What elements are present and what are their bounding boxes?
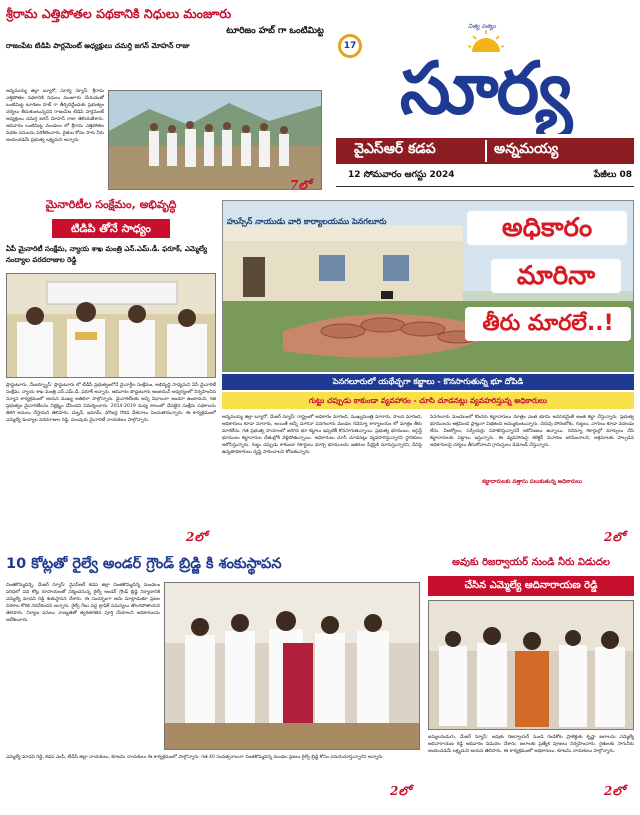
story4-page-ref: 2లో bbox=[390, 784, 411, 798]
story2-photo bbox=[6, 273, 216, 378]
story3-body-col1: అన్నమయ్య జిల్లా బ్యూరో, మేజర్ న్యూస్: రాష్ట్రంలో అధికారం మారింది, ముఖ్యమంత్రి మారారు, పాలన మారింది, అధికారులు కూడా మారారు, అయితే అన్నీ మారినా పెనగలూరు మండల రెవెన్యూ కార్యాలయం లో మాత్రం తీరు మారలేదు. గత ప్రభుత్వ హయాంలో జరిగిన భూ కబ్జాలు ఇప్పటికీ కొనసాగుతున్నాయి. ప్రభుత్వ భూములు, అసైన్డ్ భూములు కబ్జాదారుల చేతుల్లోకి వెళ్లిపోతున్నాయి. అధికారులు చూసీ చూడనట్లు వ్యవహరిస్తున్నారని స్థానికులు ఆరోపిస్తున్నారు. గుట్టు చప్పుడు కాకుండా రికార్డులు మార్చి భూములను ఇతరుల పేర్లపైకి మారుస్తున్నారని, దీనిపై ఉన్నతాధికారులు దృష్టి సారించాలని కోరుతున్నారు. bbox=[222, 415, 422, 455]
edition-bar bbox=[336, 138, 634, 164]
issue-number-badge: 17 bbox=[338, 34, 362, 58]
story3-strip bbox=[222, 374, 634, 410]
story3-page-ref: 2లో bbox=[604, 530, 625, 544]
story1-body: అన్నమయ్య జిల్లా బ్యూరో, సూర్య న్యూస్: శ్రీరామ ఎత్తిపోతల పథకానికి నిధులు మంజూరు చేయడంతో ఒంటిమిట్ట టూరిజం హబ్ గా తీర్చిదిద్దేందుకు ప్రభుత్వం చర్యలు తీసుకుంటున్నదని రాజంపేట టిడిపి పార్లమెంట్ అధ్యక్షులు చమర్తి జగన్ మోహన్ రాజు తెలియజేశారు. ఆదివారం ఒంటిమిట్ట మండలం లో శ్రీరామ ఎత్తిపోతల పథకం పనులను పరిశీలించారు. రైతుల కోసం సాగు నీరు అందించడమే ప్రభుత్వ లక్ష్యమని అన్నారు. bbox=[6, 89, 104, 143]
story2-photo-image bbox=[7, 274, 216, 378]
page-label: పేజీలు 08 bbox=[593, 170, 632, 180]
story4-photo bbox=[164, 582, 420, 750]
story3-body-col2: పెనగలూరు మండలంలో కొందరు కబ్జాదారులు మాత్రం ఎంత భూమి అవసరమైతే అంత కబ్జా చేస్తున్నారు. ప్రభుత్వ భూములను ఆక్రమించి ప్లాట్లుగా విభజించి అమ్ముకుంటున్నారు. చెరువు పోరంబోకు, గుట్టలు, వాగులు కూడా వదలడం లేదు. వీఆర్వోలు, సర్వేయర్లు సహకరిస్తున్నారనే ఆరోపణలు ఉన్నాయి. రెవెన్యూ రికార్డుల్లో మార్పులు చేసి కబ్జాదారులకు పట్టాలు ఇస్తున్నారు. ఈ వ్యవహారంపై కలెక్టర్ విచారణ జరిపించాలని, అక్రమాలకు పాల్పడిన అధికారులపై చర్యలు తీసుకోవాలని గ్రామస్తులు డిమాండ్ చేస్తున్నారు. bbox=[430, 415, 634, 448]
masthead-logo: సూర్య bbox=[399, 46, 571, 130]
story5-page-ref: 2లో bbox=[604, 784, 625, 798]
story1-photo bbox=[108, 90, 322, 190]
story3-strip-line2: గుట్టు చప్పుడు కాకుండా వ్యవహారం - చూసి చూడనట్లు వ్యవహరిస్తున్న అధికారులు bbox=[222, 392, 634, 409]
story3-inline-subhead: కబ్జాదారులకు వత్తాసు పలుకుతున్న అధికారులు bbox=[482, 479, 582, 485]
story2-body: ప్రొద్దుటూరు, మేజర్న్యూస్: ప్రొద్దుటూరు లో టీడీపీ ప్రభుత్వంలోనే మైనార్టీల సంక్షేమం, అభివృద్ధి సాధ్యమని ఏపీ మైనారిటీ సంక్షేమ, న్యాయ శాఖ మంత్రి ఎన్.ఎమ్.డీ. ఫరూక్ అన్నారు. ఆదివారం పొద్దుటూరు అంజుమన్ ఆధ్వర్యంలో నిర్వహించిన సన్మాన కార్యక్రమంలో ఆయన ముఖ్య అతిథిగా పాల్గొన్నారు. మైనారిటీలకు అన్ని విధాలుగా అండగా ఉంటామని, గత ప్రభుత్వం మైనారిటీలను నిర్లక్ష్యం చేసిందని విమర్శించారు. 2014-2019 మధ్య కాలంలో చేపట్టిన సంక్షేమ పథకాలను తిరిగి అమలు చేస్తామని తెలిపారు. దుల్హన్, ఇమామ్, మౌజన్ల గౌరవ వేతనాలు పెంచుతామన్నారు. ఈ కార్యక్రమంలో ఎమ్మెల్యే నంద్యాల వరదరాజుల రెడ్డి, పలువురు మైనారిటీ నాయకులు పాల్గొన్నారు. bbox=[6, 383, 216, 423]
edition-divider bbox=[485, 140, 487, 162]
story4-photo-image bbox=[165, 583, 420, 750]
story1-subhead-2: రాజంపేట టిడిపి పార్లమెంట్ అధ్యక్షులు చమర్తి జగన్ మోహన్ రాజు bbox=[6, 41, 190, 50]
story1-subhead-1: టూరిజం హబ్ గా ఒంటిమిట్ట bbox=[226, 26, 324, 36]
story5-photo-image bbox=[429, 601, 634, 730]
story5-headline-1: అవుకు రిజర్వాయర్ నుండి నీరు విడుదల bbox=[451, 557, 611, 568]
edition-right: అన్నమయ్య bbox=[494, 141, 559, 157]
story5-body: జమ్మలమడుగు, మేజర్ న్యూస్: అవుకు రిజర్వాయర్ నుండి గండికోట ప్రాజెక్టుకు కృష్ణా జలాలను ఎమ్మెల్యే ఆదినారాయణ రెడ్డి ఆదివారం విడుదల చేశారు. జలాలకు ప్రత్యేక పూజలు నిర్వహించారు. రైతులకు సాగునీరు అందించడమే లక్ష్యమని ఆయన తెలిపారు. ఈ కార్యక్రమంలో అధికారులు, కూటమి నాయకులు పాల్గొన్నారు. bbox=[428, 735, 634, 754]
story3-strip-line1: పెనగలూరులో యథేచ్ఛగా కబ్జాలు - కొనసాగుతున్న భూ దోపిడి bbox=[222, 374, 634, 390]
story1-headline-text: శ్రీరామ ఎత్తిపోతల పథకానికి నిధులు మంజూరు bbox=[6, 6, 232, 21]
story2-headline-2: టిడిపి తోనే సాధ్యం bbox=[52, 219, 170, 238]
story2-page-ref: 2లో bbox=[186, 530, 207, 544]
story4-headline: 10 కోట్లతో రైల్వే అండర్ గ్రౌండ్ బ్రిడ్జి కి శంకుస్థాపన bbox=[6, 556, 282, 572]
story5-headline-2: చేసిన ఎమ్మెల్యే ఆదినారాయణ రెడ్డి bbox=[428, 576, 634, 596]
story1-photo-image bbox=[109, 91, 322, 190]
story1-headline bbox=[6, 6, 324, 24]
story3-title-3: తీరు మారలే..! bbox=[465, 307, 631, 341]
story4-body-col1: చింతకొమ్మదిన్నె, మేజర్ న్యూస్: వైఎస్ఆర్ కడప జిల్లా చింతకొమ్మదిన్నె మండలం పరిధిలో పది కోట్ల రూపాయలతో నిర్మించనున్న రైల్వే అండర్ గ్రౌండ్ బ్రిడ్జి నిర్మాణానికి ఎమ్మెల్యే మాధవి రెడ్డి శంకుస్థాపన చేశారు. ఈ సందర్భంగా ఆమె మాట్లాడుతూ ప్రజల చిరకాల కోరిక నెరవేరిందని అన్నారు. రైల్వే గేటు వద్ద ట్రాఫిక్ సమస్యలు తొలగిపోతాయని తెలిపారు. నిర్మాణ పనులు నాణ్యతతో త్వరితగతిన పూర్తి చేయాలని అధికారులను ఆదేశించారు. bbox=[6, 583, 160, 623]
story3-title-1: అధికారం bbox=[467, 211, 627, 245]
story1-page-ref: 7లో bbox=[290, 178, 311, 192]
date-line: 12 సోమవారం ఆగస్టు 2024 bbox=[348, 170, 455, 180]
masthead-tagline: నిత్య సత్యం bbox=[467, 23, 496, 30]
edition-left: వైఎస్ఆర్ కడప bbox=[354, 141, 436, 157]
story2-subhead: ఏపీ మైనారిటీ సంక్షేమ, న్యాయ శాఖ మంత్రి ఎన్.ఎమ్.డీ. ఫరూక్, ఎమ్మెల్యే నంద్యాల వరదరాజుల రెడ్డి bbox=[6, 245, 208, 264]
story2-headline-bar bbox=[6, 198, 216, 240]
masthead-rule bbox=[336, 186, 634, 187]
story5-photo bbox=[428, 600, 634, 730]
story2-headline-1: మైనారిటీల సంక్షేమం, అభివృద్ధి bbox=[45, 198, 177, 211]
story3-building-sign: హుస్సేన్ నాయుడు వారి కార్యాలయము పెనగలూరు bbox=[227, 217, 387, 226]
story3-image bbox=[222, 200, 634, 372]
story3-title-2: మారినా bbox=[491, 259, 621, 293]
story4-body-bottom: ఎమ్మెల్యే మాధవి రెడ్డి, కడప ఎంపీ, టీడీపీ జిల్లా నాయకులు, కూటమి నాయకులు ఈ కార్యక్రమంలో పాల్గొన్నారు. గత 40 సంవత్సరాలుగా చింతకొమ్మదిన్నె మండల ప్రజలు రైల్వే బ్రిడ్జి కోసం ఎదురుచూస్తున్నారని అన్నారు. bbox=[6, 755, 384, 760]
